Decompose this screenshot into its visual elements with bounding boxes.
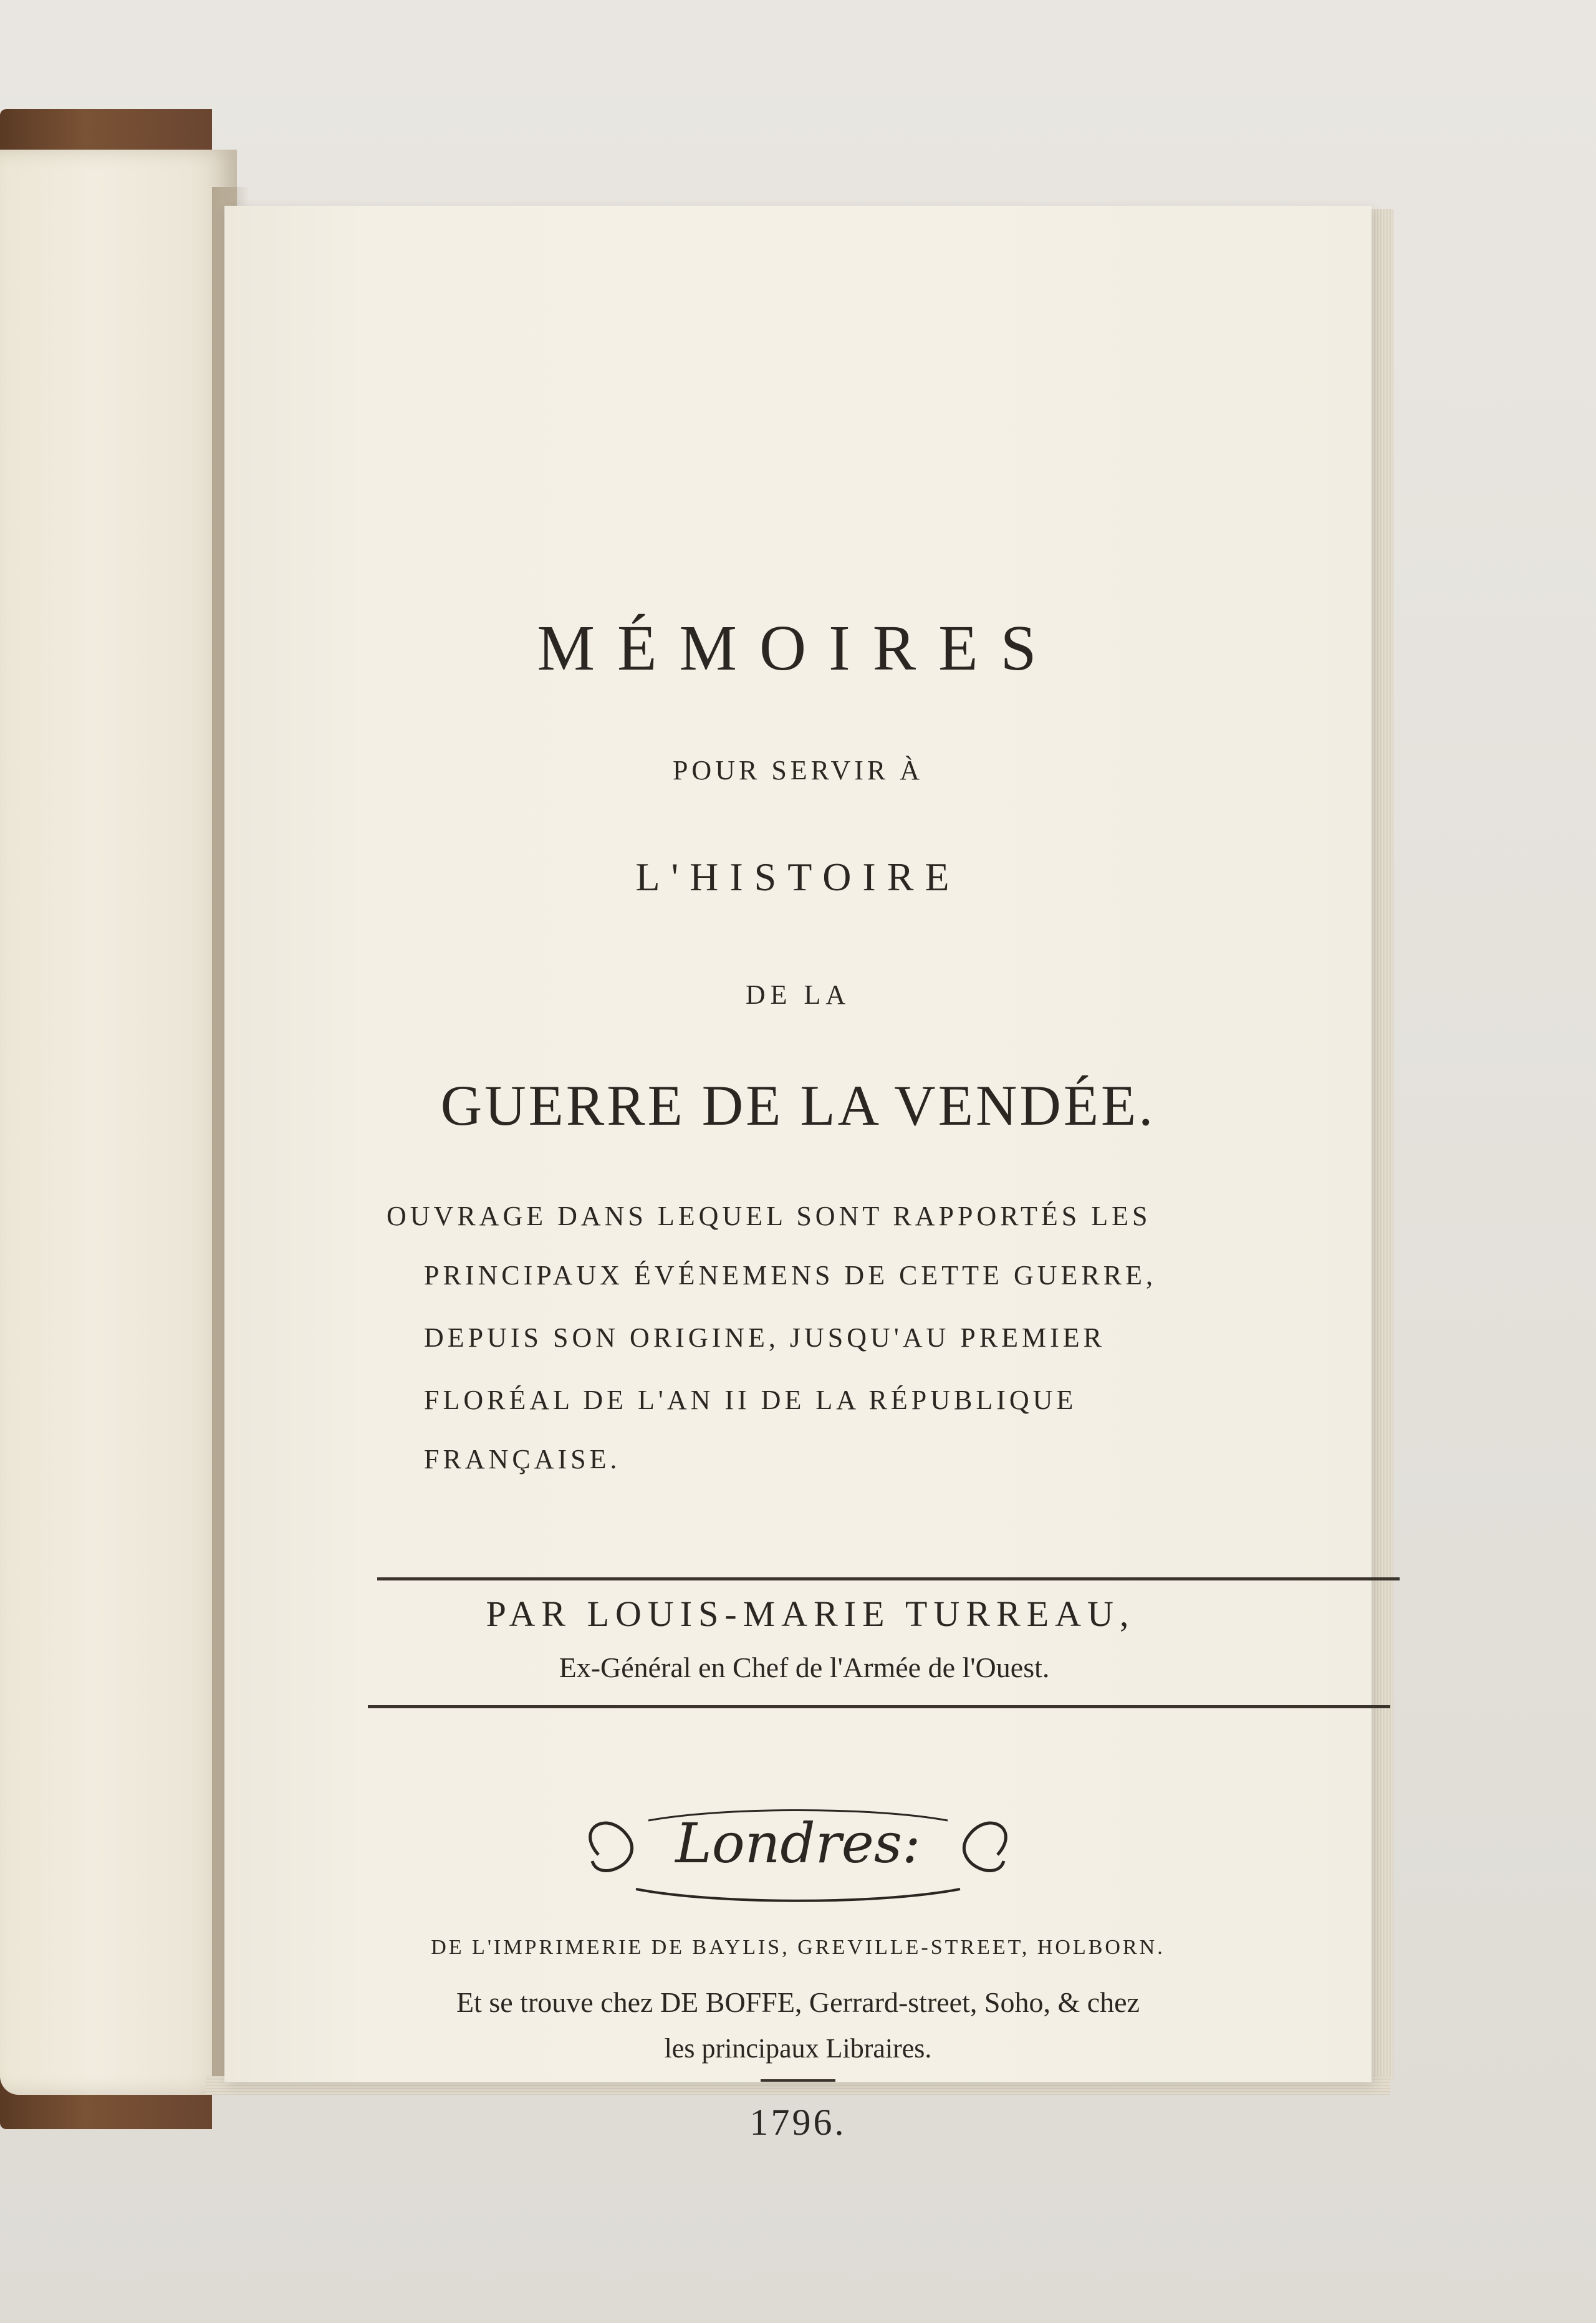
place-of-publication: Londres: [675,1811,921,1875]
subtitle-line: FRANÇAISE. [424,1444,621,1474]
title-line-guerre: GUERRE DE LA VENDÉE. [440,1074,1156,1137]
subtitle-line: OUVRAGE DANS LEQUEL SONT RAPPORTÉS LES [387,1201,1151,1231]
title-line-de-la: DE LA [745,979,851,1010]
left-page [0,150,237,2095]
author-title: Ex-Général en Chef de l'Armée de l'Ouest. [559,1652,1050,1683]
subtitle-line: DEPUIS SON ORIGINE, JUSQU'AU PREMIER [424,1322,1105,1353]
page-edges [1368,209,1393,2079]
subtitle-line: PRINCIPAUX ÉVÉNEMENS DE CETTE GUERRE, [424,1260,1156,1291]
divider-rule [377,1577,1400,1580]
publication-year: 1796. [749,2102,847,2143]
divider-rule [368,1705,1390,1708]
title-page [224,206,1372,2143]
title-line-pour-servir: POUR SERVIR À [672,755,924,786]
seller-line: Et se trouve chez DE BOFFE, Gerrard-street, Soho, & chez [456,1986,1140,2018]
title-line-histoire: L'HISTOIRE [635,855,961,899]
small-divider [761,2079,835,2082]
subtitle-line: FLORÉAL DE L'AN II DE LA RÉPUBLIQUE [424,1385,1077,1415]
book-title: MÉMOIRES [537,612,1059,684]
seller-line: les principaux Libraires. [664,2033,932,2064]
printer-line: DE L'IMPRIMERIE DE BAYLIS, GREVILLE-STREET, HOLBORN. [431,1936,1165,1959]
author-name: PAR LOUIS-MARIE TURREAU, [486,1594,1135,1634]
